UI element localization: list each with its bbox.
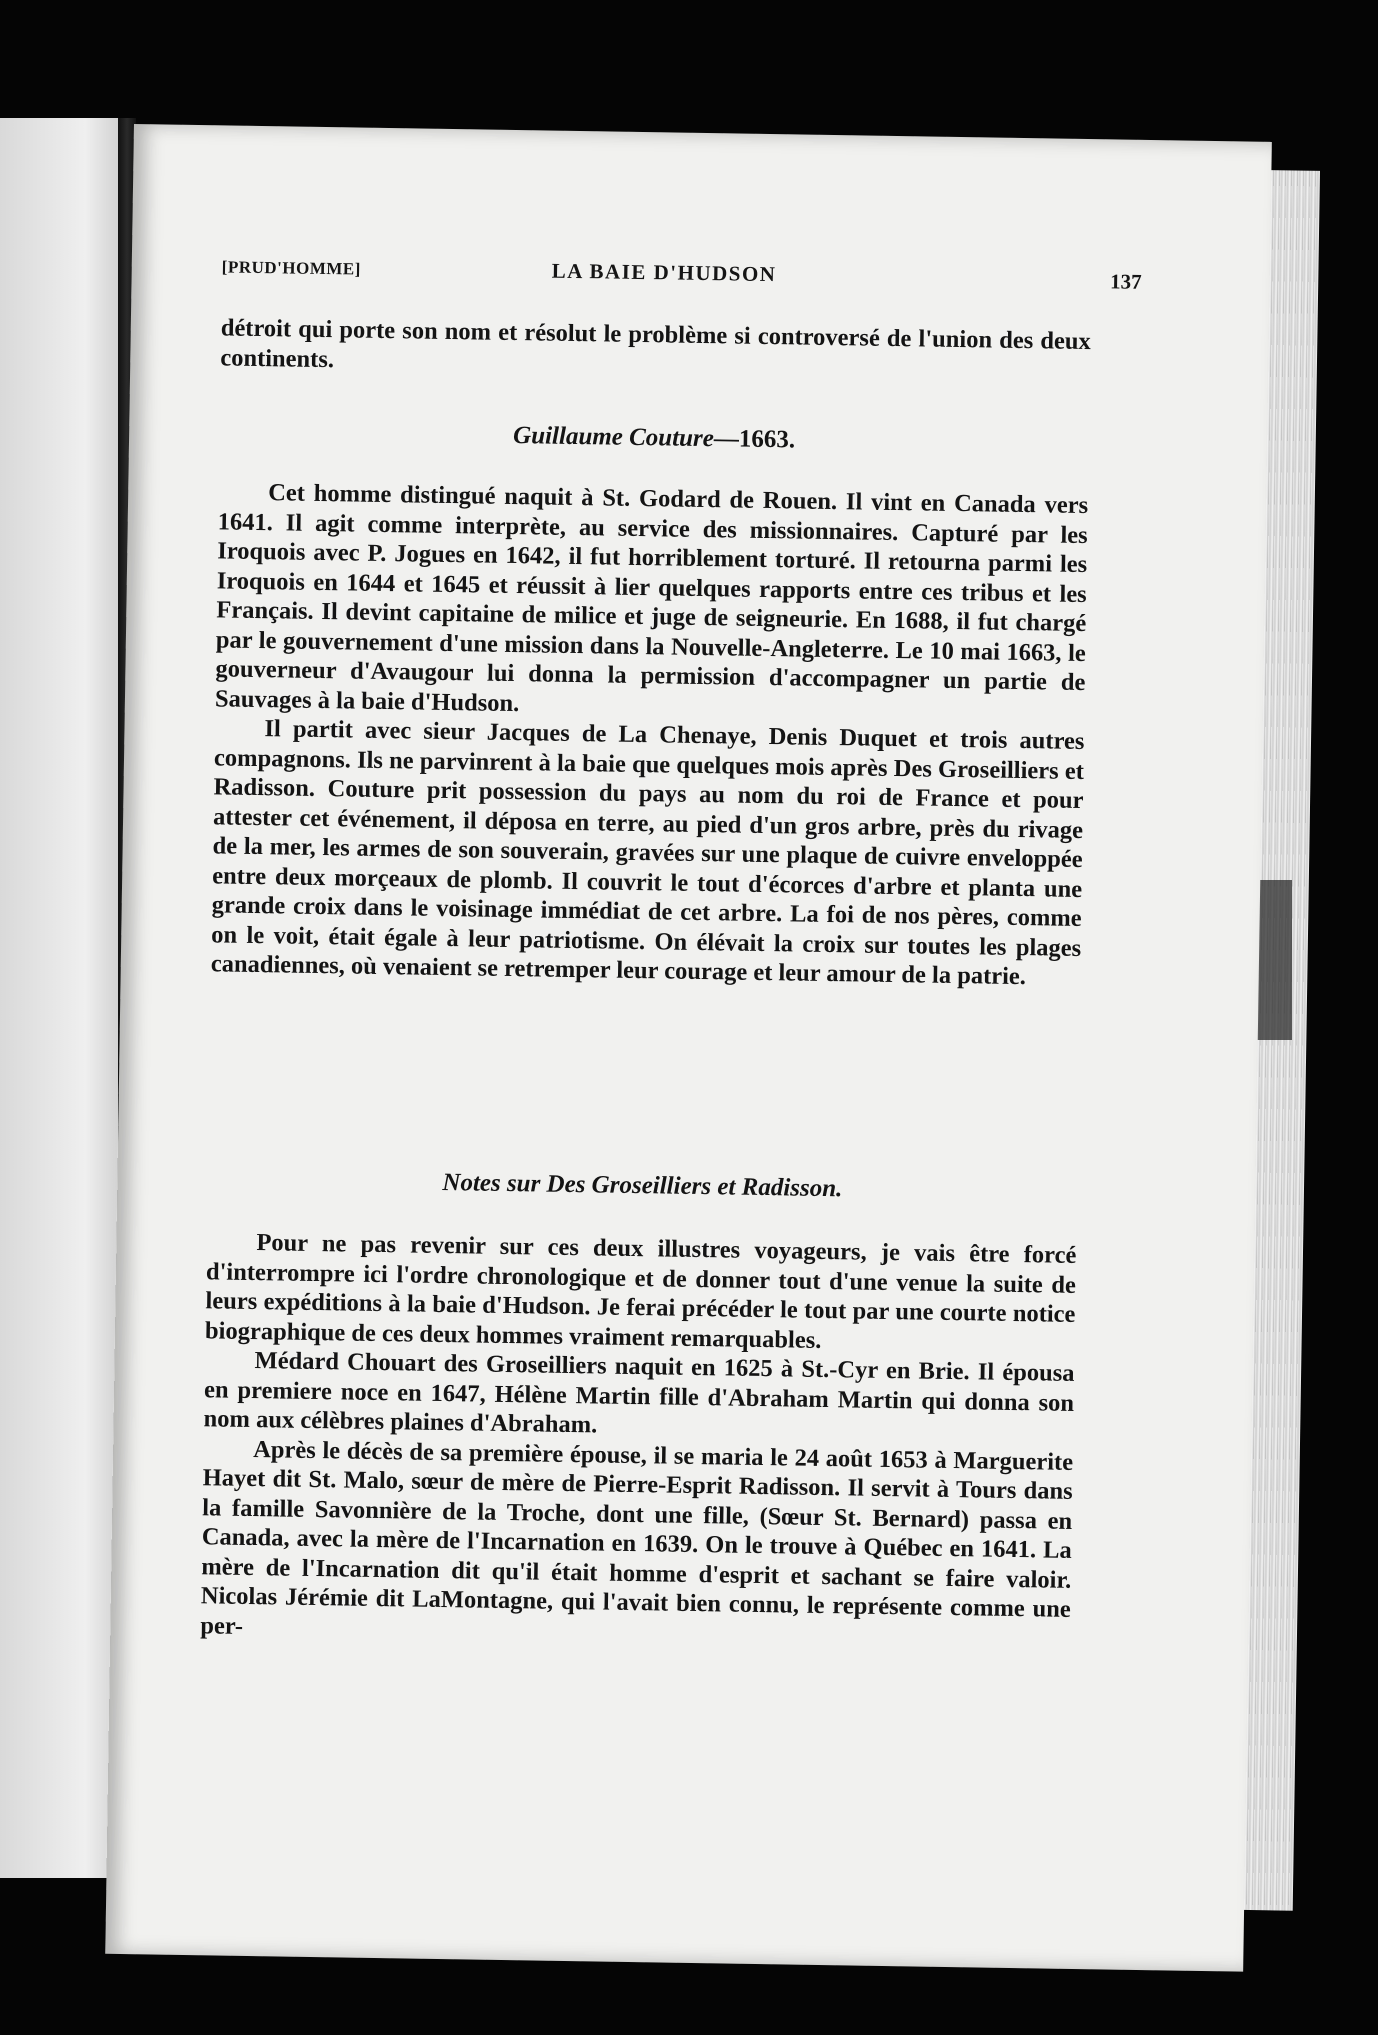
facing-page-edge [0,118,122,1878]
paragraph: Médard Chouart des Groseilliers naquit en 1625 à St.-Cyr en Brie. Il épousa en premiere noce en 1647, Hélène Martin fille d'Abraham Martin qui donna son nom aux célèbres plaines d'Abraham. [203,1347,1075,1439]
section-heading-couture [219,417,1089,459]
section-year: —1663. [713,425,796,454]
paragraph: Pour ne pas revenir sur ces deux illustres voyageurs, je vais être forcé d'interrompre ici l'ordre chronologique et de donner tout d'une venue la suite de leurs expéditions à la baie d'Hudson. Je ferai précéder le tout par une courte notice biographique de ces deux hommes vraiment remarquables. [204,1229,1077,1354]
intro-text [220,313,1091,386]
paragraph: Il partit avec sieur Jacques de La Chenaye, Denis Duquet et trois autres compagnons. Ils ne parvinrent à la baie que quelques mois après Des Groseilliers et Radisson. Couture prit possession du pays au nom du roi de France et pour attester cet événement, il déposa en terre, au pied d'un gros arbre, près du rivage de la mer, les armes de son souverain, gravées sur une plaque de cuivre enveloppée entre deux morçeaux de plomb. Il couvrit le tout d'écorces d'arbre et planta une grande croix dans le voisinage immédiat de cet arbre. La foi de nos pères, comme on le voit, était égale à leur patriotisme. On élévait la croix sur toutes les plages canadiennes, où venaient se retremper leur courage et leur amour de la patrie. [210,715,1085,991]
running-head-title: LA BAIE D'HUDSON [551,258,777,287]
running-head-author: [PRUD'HOMME] [221,257,362,279]
book-page [105,124,1272,1972]
intro-paragraph: détroit qui porte son nom et résolut le problème si controversé de l'union des deux continents. [220,314,1091,373]
page-number: 137 [1109,269,1142,294]
paragraph: Cet homme distingué naquit à St. Godard de Rouen. Il vint en Canada vers 1641. Il agit comme interprète, au service des missionnaires. Capturé par les Iroquois avec P. Jogues en 1642, il fut horriblement torturé. Il retourna parmi les Iroquois en 1644 et 1645 et réussit à lier quelques rapports entre ces tribus et les Français. Il devint capitaine de milice et juge de seigneurie. En 1688, il fut chargé par le gouvernement d'une mission dans la Nouvelle-Angleterre. Le 10 mai 1663, le gouverneur d'Avaugour lui donna la permission d'accompagner un partie de Sauvages à la baie d'Hudson. [214,479,1089,717]
section-body-notes [200,1227,1076,1654]
paragraph: Après le décès de sa première épouse, il se maria le 24 août 1653 à Marguerite Hayet dit St. Malo, sœur de mère de Pierre-Esprit Radisson. Il servit à Tours dans la famille Savonnière de la Troche, dont une fille, (Sœur St. Bernard) passa en Canada, avec la mère de l'Incarnation en 1639. On le trouve à Québec en 1641. La mère de l'Incarnation dit qu'il était homme d'esprit et sachant se faire valoir. Nicolas Jérémie dit LaMontagne, qui l'avait bien connu, le représente comme une per- [200,1435,1074,1640]
section-body-couture [211,477,1089,992]
section-title: Guillaume Couture [512,421,715,453]
section-title: Notes sur Des Groseilliers et Radisson. [442,1168,843,1203]
section-heading-notes [207,1165,1077,1207]
running-head [222,253,1142,297]
